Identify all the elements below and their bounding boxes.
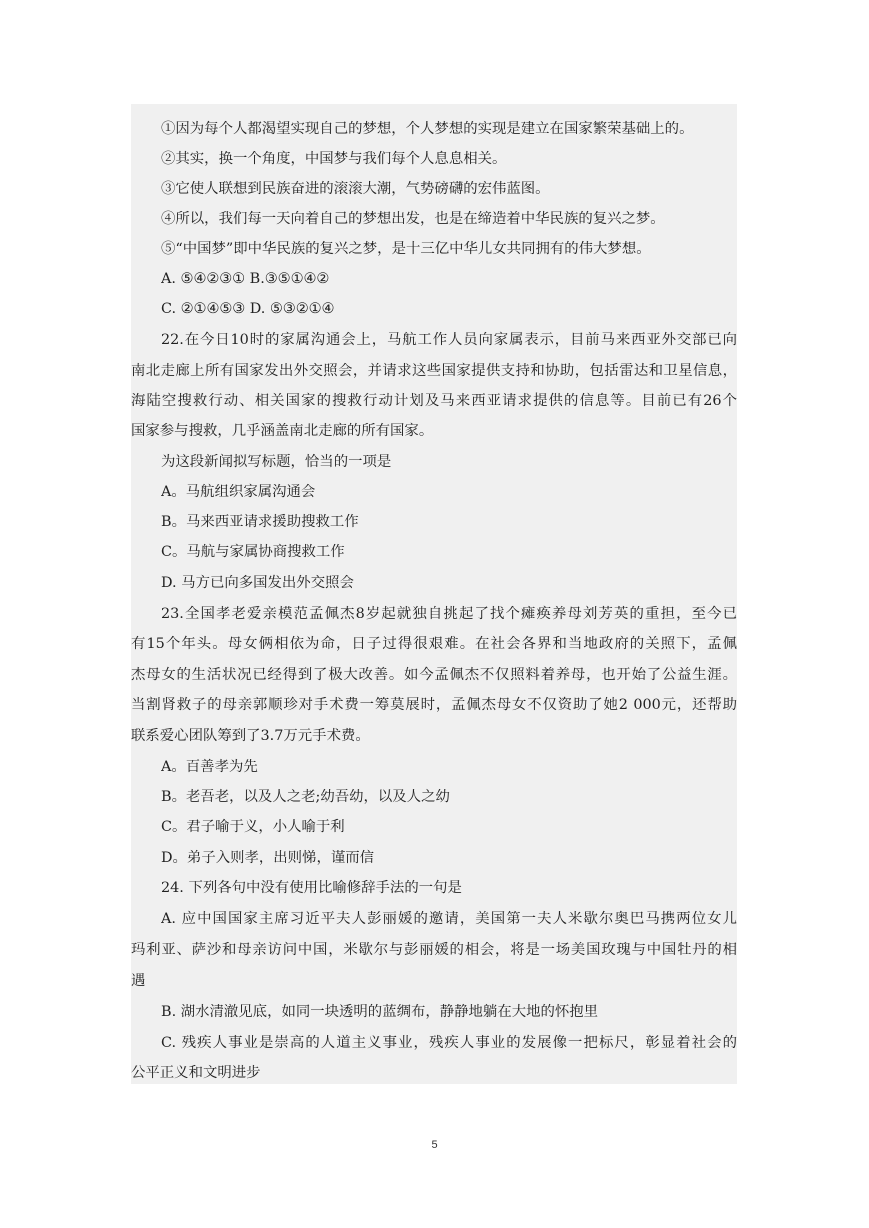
q23-stem-line-3: 杰母女的生活状况已经得到了极大改善。如今孟佩杰不仅照料着养母，也开始了公益生涯。 bbox=[131, 667, 737, 683]
q22-prompt: 为这段新闻拟写标题，恰当的一项是 bbox=[161, 454, 392, 470]
passage-sentence-5: ⑤“中国梦”即中华民族的复兴之梦，是十三亿中华儿女共同拥有的伟大梦想。 bbox=[161, 241, 651, 257]
passage-sentence-1: ①因为每个人都渴望实现自己的梦想，个人梦想的实现是建立在国家繁荣基础上的。 bbox=[161, 121, 694, 137]
q24-option-a-line-1: A. 应中国国家主席习近平夫人彭丽媛的邀请，美国第一夫人米歇尔奥巴马携两位女儿 bbox=[161, 911, 737, 927]
passage-options-ab: A. ⑤④②③① B.③⑤①④② bbox=[161, 271, 330, 287]
q24-option-b: B. 湖水清澈见底，如同一块透明的蓝绸布，静静地躺在大地的怀抱里 bbox=[161, 1004, 599, 1020]
q24-option-c-line-2: 公平正义和文明进步 bbox=[131, 1065, 261, 1081]
q22-stem-line-4: 国家参与搜救，几乎涵盖南北走廊的所有国家。 bbox=[131, 423, 434, 439]
q22-stem-line-3: 海陆空搜救行动、相关国家的搜救行动计划及马来西亚请求提供的信息等。目前已有26个 bbox=[131, 393, 737, 409]
passage-options-cd: C. ②①④⑤③ D. ⑤③②①④ bbox=[161, 301, 335, 317]
q22-option-c: C。马航与家属协商搜救工作 bbox=[161, 544, 345, 560]
q24-option-a-line-2: 玛利亚、萨沙和母亲访问中国，米歇尔与彭丽媛的相会，将是一场美国玫瑰与中国牡丹的相 bbox=[131, 942, 737, 958]
passage-sentence-3: ③它使人联想到民族奋进的滚滚大潮，气势磅礴的宏伟蓝图。 bbox=[161, 181, 550, 197]
q22-stem-line-1: 22.在今日10时的家属沟通会上，马航工作人员向家属表示，目前马来西亚外交部已向 bbox=[161, 332, 737, 348]
q23-option-b: B。老吾老，以及人之老;幼吾幼，以及人之幼 bbox=[161, 789, 450, 805]
q24-option-c-line-1: C. 残疾人事业是崇高的人道主义事业，残疾人事业的发展像一把标尺，彰显着社会的 bbox=[161, 1035, 737, 1051]
q23-stem-line-1: 23.全国孝老爱亲模范孟佩杰8岁起就独自挑起了找个瘫痪养母刘芳英的重担，至今已 bbox=[161, 606, 737, 622]
q23-option-c: C。君子喻于义，小人喻于利 bbox=[161, 819, 345, 835]
q22-option-d: D. 马方已向多国发出外交照会 bbox=[161, 575, 354, 591]
page-number: 5 bbox=[431, 1139, 438, 1151]
q22-option-b: B。马来西亚请求援助搜救工作 bbox=[161, 514, 359, 530]
q23-option-a: A。百善孝为先 bbox=[161, 759, 258, 775]
page-content bbox=[131, 104, 737, 1084]
passage-sentence-4: ④所以，我们每一天向着自己的梦想出发，也是在缔造着中华民族的复兴之梦。 bbox=[161, 211, 665, 227]
q23-stem-line-5: 联系爱心团队筹到了3.7万元手术费。 bbox=[131, 728, 370, 744]
q24-stem: 24. 下列各句中没有使用比喻修辞手法的一句是 bbox=[161, 880, 462, 896]
q22-option-a: A。马航组织家属沟通会 bbox=[161, 484, 316, 500]
q24-option-a-line-3: 遇 bbox=[131, 973, 146, 989]
passage-sentence-2: ②其实，换一个角度，中国梦与我们每个人息息相关。 bbox=[161, 151, 507, 167]
q23-stem-line-4: 当割肾救子的母亲郭顺珍对手术费一筹莫展时，孟佩杰母女不仅资助了她2 000元，还帮助 bbox=[131, 697, 737, 713]
q23-option-d: D。弟子入则孝，出则悌，谨而信 bbox=[161, 850, 375, 866]
q22-stem-line-2: 南北走廊上所有国家发出外交照会，并请求这些国家提供支持和协助，包括雷达和卫星信息， bbox=[131, 363, 737, 379]
q23-stem-line-2: 有15个年头。母女俩相依为命，日子过得很艰难。在社会各界和当地政府的关照下，孟佩 bbox=[131, 636, 737, 652]
